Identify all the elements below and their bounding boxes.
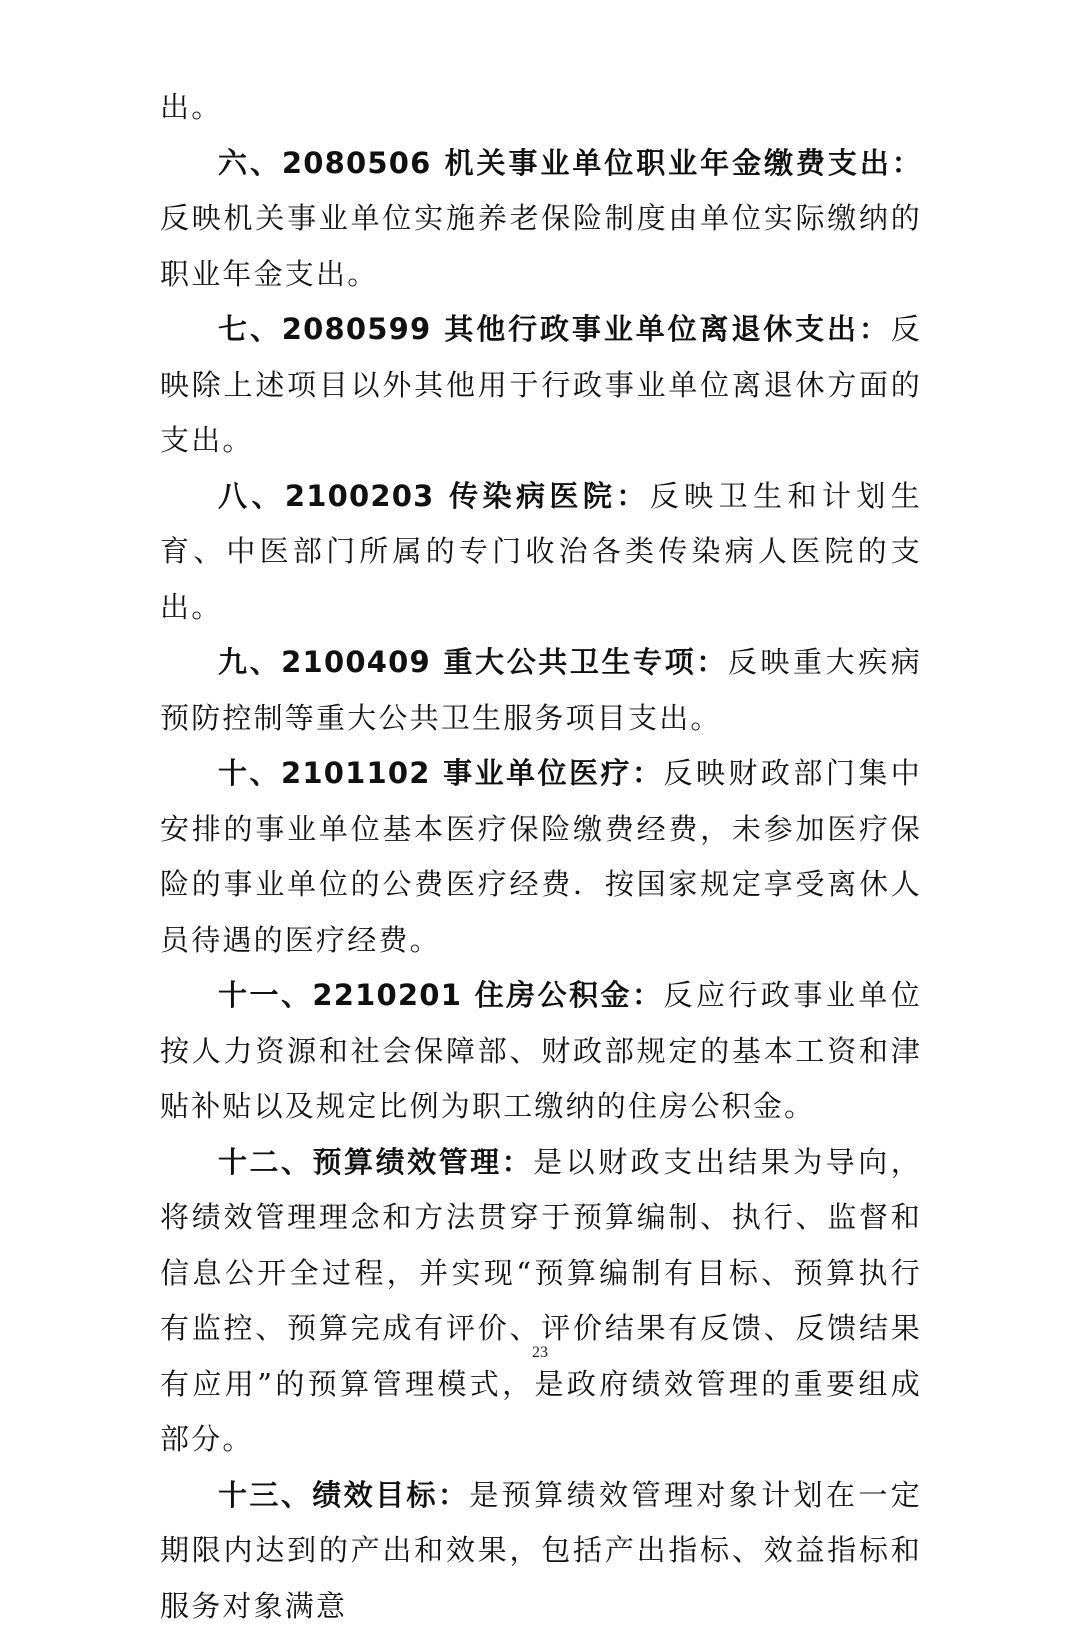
term-description: 反映重大疾病预防控制等重大公共卫生服务项目支出。 bbox=[160, 645, 922, 735]
term-label: 十三、绩效目标： bbox=[218, 1478, 469, 1512]
definition-item-12 bbox=[160, 1135, 922, 1468]
definition-item-9 bbox=[160, 635, 922, 746]
term-description: 反映卫生和计划生育、中医部门所属的专门收治各类传染病人医院的支出。 bbox=[160, 479, 922, 624]
term-label: 十一、2210201 住房公积金： bbox=[218, 978, 663, 1012]
definition-item-8 bbox=[160, 469, 922, 636]
term-description: 反映除上述项目以外其他用于行政事业单位离退休方面的支出。 bbox=[160, 312, 922, 457]
definition-item-13 bbox=[160, 1468, 922, 1634]
page-number: 23 bbox=[0, 1344, 1080, 1362]
definition-item-11 bbox=[160, 968, 922, 1135]
term-label: 十二、预算绩效管理： bbox=[218, 1145, 533, 1179]
term-description: 反映机关事业单位实施养老保险制度由单位实际缴纳的职业年金支出。 bbox=[160, 201, 922, 291]
continuation-text: 出。 bbox=[160, 80, 922, 136]
term-label: 七、2080599 其他行政事业单位离退休支出： bbox=[218, 312, 891, 346]
term-description: 是以财政支出结果为导向，将绩效管理理念和方法贯穿于预算编制、执行、监督和信息公开全过程，并实现“预算编制有目标、预算执行有监控、预算完成有评价、评价结果有反馈、反馈结果有应用”的预算管理模式，是政府绩效管理的重要组成部分。 bbox=[160, 1145, 922, 1457]
term-description: 是预算绩效管理对象计划在一定期限内达到的产出和效果，包括产出指标、效益指标和服务对象满意 bbox=[160, 1478, 922, 1623]
term-description: 反映财政部门集中安排的事业单位基本医疗保险缴费经费，未参加医疗保险的事业单位的公费医疗经费．按国家规定享受离休人员待遇的医疗经费。 bbox=[160, 756, 922, 957]
term-description: 反应行政事业单位按人力资源和社会保障部、财政部规定的基本工资和津贴补贴以及规定比例为职工缴纳的住房公积金。 bbox=[160, 978, 922, 1123]
term-label: 十、2101102 事业单位医疗： bbox=[218, 756, 663, 790]
term-label: 八、2100203 传染病医院： bbox=[218, 479, 650, 513]
definition-item-6 bbox=[160, 136, 922, 303]
definition-item-10 bbox=[160, 746, 922, 968]
term-label: 六、2080506 机关事业单位职业年金缴费支出： bbox=[218, 146, 922, 180]
document-body bbox=[160, 80, 922, 1634]
term-label: 九、2100409 重大公共卫生专项： bbox=[218, 645, 728, 679]
definition-item-7 bbox=[160, 302, 922, 469]
